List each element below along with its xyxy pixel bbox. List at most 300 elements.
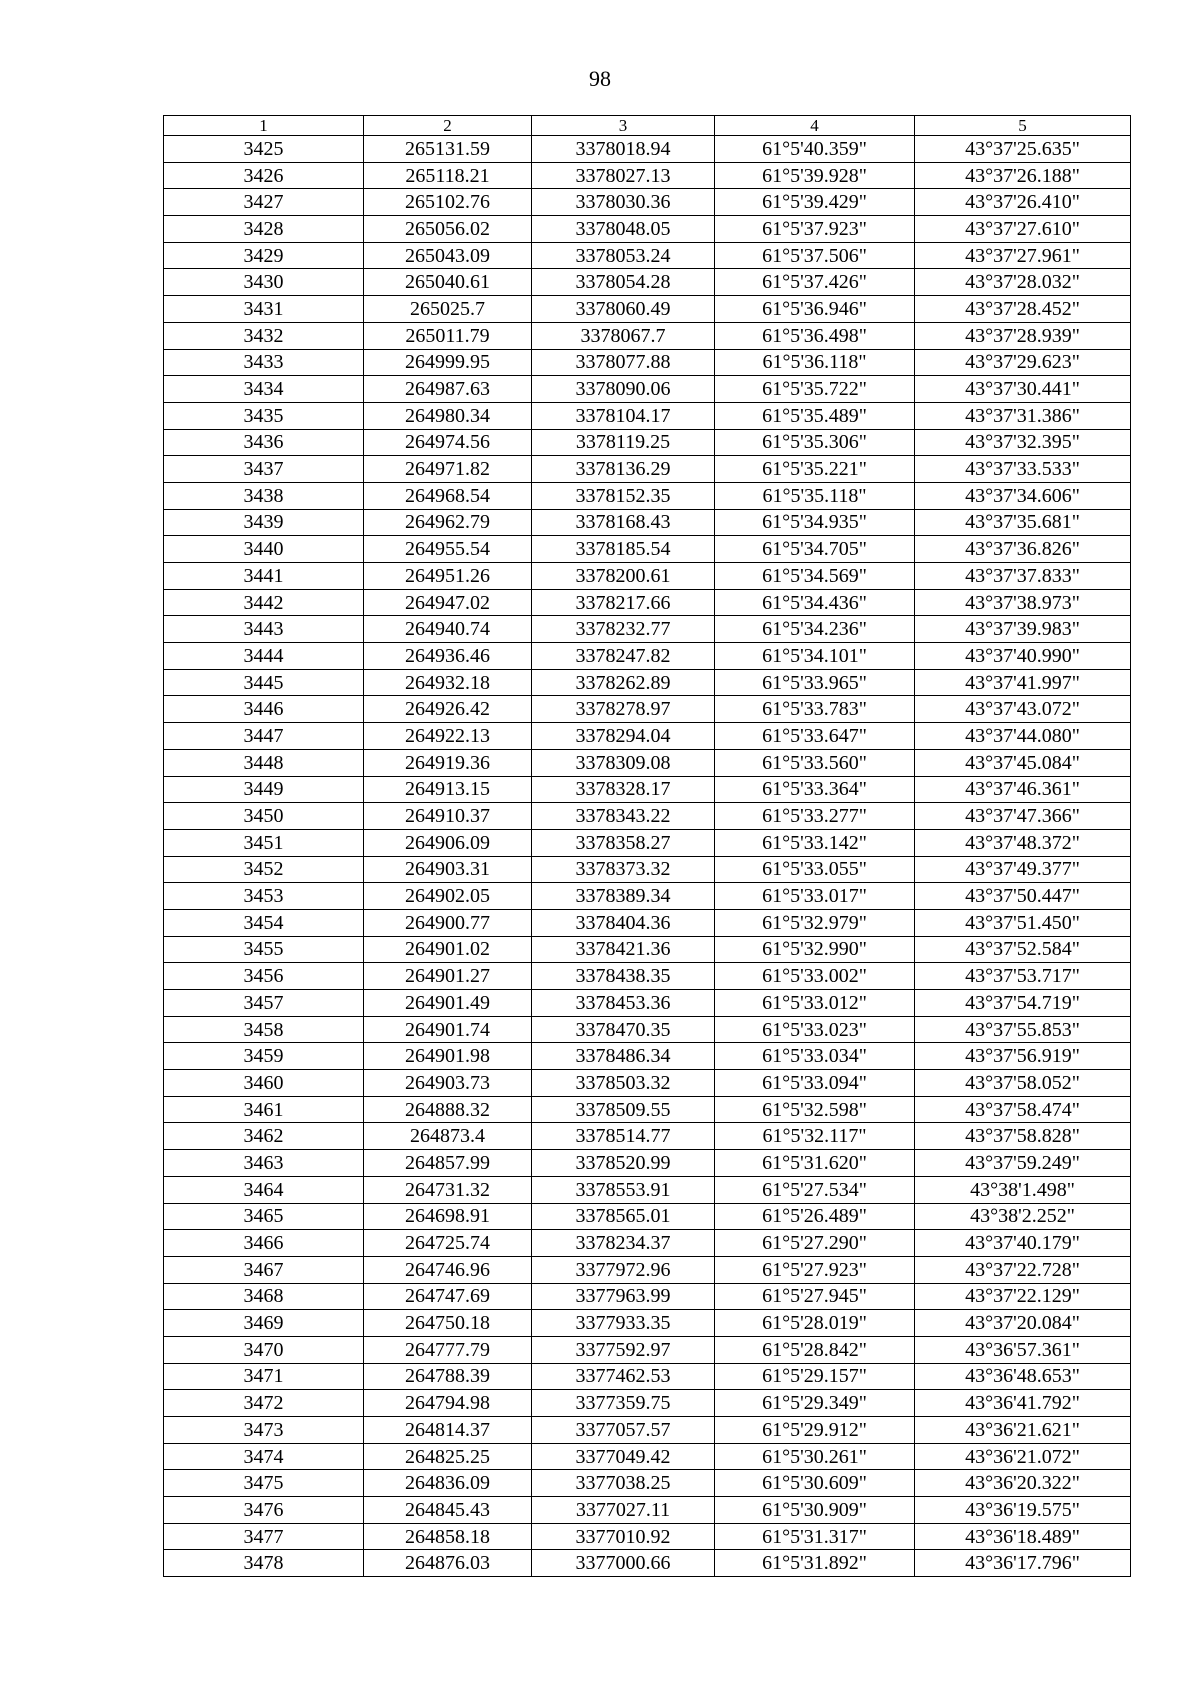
cell-longitude: 43°37'38.973" <box>915 589 1131 616</box>
table-row <box>164 1390 1131 1417</box>
table-row <box>164 749 1131 776</box>
cell-longitude: 43°36'21.621" <box>915 1417 1131 1444</box>
cell-x-coordinate: 264987.63 <box>364 376 532 403</box>
cell-latitude: 61°5'34.569" <box>715 563 915 590</box>
cell-x-coordinate: 264906.09 <box>364 829 532 856</box>
cell-latitude: 61°5'35.722" <box>715 376 915 403</box>
cell-latitude: 61°5'39.928" <box>715 162 915 189</box>
cell-latitude: 61°5'29.349" <box>715 1390 915 1417</box>
cell-point-number: 3439 <box>164 509 364 536</box>
cell-latitude: 61°5'36.118" <box>715 349 915 376</box>
cell-longitude: 43°36'41.792" <box>915 1390 1131 1417</box>
cell-y-coordinate: 3378278.97 <box>532 696 715 723</box>
cell-y-coordinate: 3377057.57 <box>532 1417 715 1444</box>
cell-y-coordinate: 3378054.28 <box>532 269 715 296</box>
cell-longitude: 43°37'46.361" <box>915 776 1131 803</box>
cell-x-coordinate: 264974.56 <box>364 429 532 456</box>
cell-x-coordinate: 264873.4 <box>364 1123 532 1150</box>
cell-x-coordinate: 264836.09 <box>364 1470 532 1497</box>
cell-x-coordinate: 265025.7 <box>364 296 532 323</box>
table-row <box>164 1283 1131 1310</box>
cell-latitude: 61°5'32.598" <box>715 1096 915 1123</box>
table-row <box>164 1523 1131 1550</box>
cell-x-coordinate: 264858.18 <box>364 1523 532 1550</box>
cell-latitude: 61°5'27.534" <box>715 1176 915 1203</box>
cell-y-coordinate: 3378438.35 <box>532 963 715 990</box>
cell-longitude: 43°37'36.826" <box>915 536 1131 563</box>
cell-y-coordinate: 3378343.22 <box>532 803 715 830</box>
cell-latitude: 61°5'34.436" <box>715 589 915 616</box>
cell-longitude: 43°37'44.080" <box>915 723 1131 750</box>
cell-latitude: 61°5'33.783" <box>715 696 915 723</box>
cell-point-number: 3441 <box>164 563 364 590</box>
cell-point-number: 3467 <box>164 1256 364 1283</box>
cell-longitude: 43°37'31.386" <box>915 402 1131 429</box>
cell-x-coordinate: 265040.61 <box>364 269 532 296</box>
cell-x-coordinate: 264962.79 <box>364 509 532 536</box>
cell-longitude: 43°37'58.052" <box>915 1070 1131 1097</box>
cell-y-coordinate: 3378090.06 <box>532 376 715 403</box>
table-body <box>164 136 1131 1577</box>
cell-latitude: 61°5'33.364" <box>715 776 915 803</box>
cell-x-coordinate: 265043.09 <box>364 242 532 269</box>
cell-point-number: 3425 <box>164 136 364 163</box>
cell-x-coordinate: 264876.03 <box>364 1550 532 1577</box>
cell-y-coordinate: 3378168.43 <box>532 509 715 536</box>
table-row <box>164 1123 1131 1150</box>
cell-longitude: 43°37'56.919" <box>915 1043 1131 1070</box>
cell-latitude: 61°5'37.426" <box>715 269 915 296</box>
cell-y-coordinate: 3378262.89 <box>532 669 715 696</box>
cell-x-coordinate: 264951.26 <box>364 563 532 590</box>
cell-x-coordinate: 264788.39 <box>364 1363 532 1390</box>
cell-longitude: 43°37'26.188" <box>915 162 1131 189</box>
header-col-1: 1 <box>164 116 364 136</box>
cell-x-coordinate: 264901.27 <box>364 963 532 990</box>
cell-latitude: 61°5'39.429" <box>715 189 915 216</box>
cell-latitude: 61°5'33.647" <box>715 723 915 750</box>
cell-x-coordinate: 264845.43 <box>364 1497 532 1524</box>
cell-y-coordinate: 3378453.36 <box>532 990 715 1017</box>
cell-longitude: 43°37'50.447" <box>915 883 1131 910</box>
cell-point-number: 3460 <box>164 1070 364 1097</box>
cell-y-coordinate: 3378553.91 <box>532 1176 715 1203</box>
cell-y-coordinate: 3377027.11 <box>532 1497 715 1524</box>
cell-longitude: 43°36'57.361" <box>915 1336 1131 1363</box>
cell-x-coordinate: 265131.59 <box>364 136 532 163</box>
cell-y-coordinate: 3377359.75 <box>532 1390 715 1417</box>
header-col-5: 5 <box>915 116 1131 136</box>
cell-y-coordinate: 3378053.24 <box>532 242 715 269</box>
cell-x-coordinate: 265011.79 <box>364 322 532 349</box>
table-row <box>164 376 1131 403</box>
cell-point-number: 3451 <box>164 829 364 856</box>
cell-latitude: 61°5'30.909" <box>715 1497 915 1524</box>
cell-point-number: 3476 <box>164 1497 364 1524</box>
cell-x-coordinate: 264901.74 <box>364 1016 532 1043</box>
cell-point-number: 3477 <box>164 1523 364 1550</box>
cell-latitude: 61°5'36.498" <box>715 322 915 349</box>
cell-point-number: 3462 <box>164 1123 364 1150</box>
cell-x-coordinate: 264698.91 <box>364 1203 532 1230</box>
cell-point-number: 3445 <box>164 669 364 696</box>
cell-x-coordinate: 264910.37 <box>364 803 532 830</box>
cell-point-number: 3459 <box>164 1043 364 1070</box>
cell-point-number: 3438 <box>164 482 364 509</box>
table-row <box>164 189 1131 216</box>
cell-x-coordinate: 264725.74 <box>364 1230 532 1257</box>
cell-y-coordinate: 3378217.66 <box>532 589 715 616</box>
cell-y-coordinate: 3378060.49 <box>532 296 715 323</box>
cell-y-coordinate: 3378234.37 <box>532 1230 715 1257</box>
table-row <box>164 1497 1131 1524</box>
cell-latitude: 61°5'35.221" <box>715 456 915 483</box>
cell-x-coordinate: 265102.76 <box>364 189 532 216</box>
cell-x-coordinate: 264955.54 <box>364 536 532 563</box>
table-row <box>164 162 1131 189</box>
cell-longitude: 43°37'40.990" <box>915 643 1131 670</box>
cell-latitude: 61°5'28.019" <box>715 1310 915 1337</box>
table-row <box>164 1336 1131 1363</box>
cell-latitude: 61°5'32.979" <box>715 909 915 936</box>
cell-latitude: 61°5'37.923" <box>715 216 915 243</box>
cell-y-coordinate: 3378232.77 <box>532 616 715 643</box>
table-row <box>164 456 1131 483</box>
cell-point-number: 3461 <box>164 1096 364 1123</box>
cell-y-coordinate: 3377010.92 <box>532 1523 715 1550</box>
cell-x-coordinate: 264901.49 <box>364 990 532 1017</box>
cell-x-coordinate: 264913.15 <box>364 776 532 803</box>
cell-longitude: 43°37'27.961" <box>915 242 1131 269</box>
cell-point-number: 3455 <box>164 936 364 963</box>
header-row <box>164 116 1131 136</box>
cell-y-coordinate: 3378404.36 <box>532 909 715 936</box>
cell-y-coordinate: 3378119.25 <box>532 429 715 456</box>
cell-y-coordinate: 3378514.77 <box>532 1123 715 1150</box>
cell-x-coordinate: 264794.98 <box>364 1390 532 1417</box>
cell-latitude: 61°5'34.101" <box>715 643 915 670</box>
cell-y-coordinate: 3377000.66 <box>532 1550 715 1577</box>
cell-latitude: 61°5'31.892" <box>715 1550 915 1577</box>
cell-x-coordinate: 265118.21 <box>364 162 532 189</box>
cell-y-coordinate: 3378421.36 <box>532 936 715 963</box>
cell-point-number: 3446 <box>164 696 364 723</box>
cell-y-coordinate: 3378030.36 <box>532 189 715 216</box>
cell-x-coordinate: 264903.31 <box>364 856 532 883</box>
cell-y-coordinate: 3378373.32 <box>532 856 715 883</box>
cell-x-coordinate: 264750.18 <box>364 1310 532 1337</box>
cell-longitude: 43°37'28.452" <box>915 296 1131 323</box>
cell-latitude: 61°5'33.277" <box>715 803 915 830</box>
table-row <box>164 1043 1131 1070</box>
cell-latitude: 61°5'33.017" <box>715 883 915 910</box>
cell-x-coordinate: 264922.13 <box>364 723 532 750</box>
table-row <box>164 829 1131 856</box>
table-row <box>164 723 1131 750</box>
cell-point-number: 3442 <box>164 589 364 616</box>
cell-x-coordinate: 264814.37 <box>364 1417 532 1444</box>
table-row <box>164 1016 1131 1043</box>
cell-y-coordinate: 3378565.01 <box>532 1203 715 1230</box>
table-row <box>164 1176 1131 1203</box>
cell-longitude: 43°37'40.179" <box>915 1230 1131 1257</box>
cell-latitude: 61°5'33.012" <box>715 990 915 1017</box>
cell-y-coordinate: 3378067.7 <box>532 322 715 349</box>
cell-longitude: 43°37'43.072" <box>915 696 1131 723</box>
cell-latitude: 61°5'33.094" <box>715 1070 915 1097</box>
cell-point-number: 3474 <box>164 1443 364 1470</box>
cell-latitude: 61°5'37.506" <box>715 242 915 269</box>
cell-longitude: 43°37'29.623" <box>915 349 1131 376</box>
cell-y-coordinate: 3378486.34 <box>532 1043 715 1070</box>
cell-x-coordinate: 264888.32 <box>364 1096 532 1123</box>
table-row <box>164 1550 1131 1577</box>
table-row <box>164 563 1131 590</box>
cell-x-coordinate: 264940.74 <box>364 616 532 643</box>
cell-latitude: 61°5'34.236" <box>715 616 915 643</box>
cell-point-number: 3431 <box>164 296 364 323</box>
cell-y-coordinate: 3377462.53 <box>532 1363 715 1390</box>
cell-point-number: 3469 <box>164 1310 364 1337</box>
cell-longitude: 43°37'30.441" <box>915 376 1131 403</box>
cell-y-coordinate: 3378152.35 <box>532 482 715 509</box>
cell-x-coordinate: 264932.18 <box>364 669 532 696</box>
table-row <box>164 1096 1131 1123</box>
cell-x-coordinate: 264857.99 <box>364 1150 532 1177</box>
cell-latitude: 61°5'30.609" <box>715 1470 915 1497</box>
cell-x-coordinate: 264971.82 <box>364 456 532 483</box>
cell-y-coordinate: 3378077.88 <box>532 349 715 376</box>
cell-point-number: 3436 <box>164 429 364 456</box>
cell-longitude: 43°37'34.606" <box>915 482 1131 509</box>
cell-y-coordinate: 3378503.32 <box>532 1070 715 1097</box>
table-row <box>164 1310 1131 1337</box>
cell-point-number: 3443 <box>164 616 364 643</box>
cell-y-coordinate: 3377049.42 <box>532 1443 715 1470</box>
cell-point-number: 3464 <box>164 1176 364 1203</box>
cell-y-coordinate: 3378104.17 <box>532 402 715 429</box>
cell-latitude: 61°5'33.023" <box>715 1016 915 1043</box>
cell-latitude: 61°5'36.946" <box>715 296 915 323</box>
table-row <box>164 136 1131 163</box>
cell-x-coordinate: 264747.69 <box>364 1283 532 1310</box>
cell-point-number: 3449 <box>164 776 364 803</box>
table-row <box>164 990 1131 1017</box>
cell-longitude: 43°37'47.366" <box>915 803 1131 830</box>
cell-point-number: 3466 <box>164 1230 364 1257</box>
cell-latitude: 61°5'32.990" <box>715 936 915 963</box>
cell-point-number: 3440 <box>164 536 364 563</box>
table-row <box>164 856 1131 883</box>
table-header <box>164 116 1131 136</box>
table-row <box>164 536 1131 563</box>
cell-longitude: 43°37'33.533" <box>915 456 1131 483</box>
cell-x-coordinate: 264919.36 <box>364 749 532 776</box>
cell-longitude: 43°36'21.072" <box>915 1443 1131 1470</box>
cell-x-coordinate: 264903.73 <box>364 1070 532 1097</box>
cell-longitude: 43°36'48.653" <box>915 1363 1131 1390</box>
cell-y-coordinate: 3378509.55 <box>532 1096 715 1123</box>
table-row <box>164 696 1131 723</box>
cell-latitude: 61°5'32.117" <box>715 1123 915 1150</box>
cell-latitude: 61°5'30.261" <box>715 1443 915 1470</box>
cell-point-number: 3433 <box>164 349 364 376</box>
cell-y-coordinate: 3378389.34 <box>532 883 715 910</box>
cell-point-number: 3430 <box>164 269 364 296</box>
cell-y-coordinate: 3378520.99 <box>532 1150 715 1177</box>
cell-y-coordinate: 3378200.61 <box>532 563 715 590</box>
cell-latitude: 61°5'34.705" <box>715 536 915 563</box>
cell-longitude: 43°37'55.853" <box>915 1016 1131 1043</box>
table-row <box>164 589 1131 616</box>
table-row <box>164 643 1131 670</box>
page-number: 98 <box>589 66 611 91</box>
cell-longitude: 43°37'48.372" <box>915 829 1131 856</box>
cell-y-coordinate: 3378185.54 <box>532 536 715 563</box>
cell-y-coordinate: 3378018.94 <box>532 136 715 163</box>
cell-point-number: 3429 <box>164 242 364 269</box>
cell-longitude: 43°37'37.833" <box>915 563 1131 590</box>
cell-latitude: 61°5'33.142" <box>715 829 915 856</box>
cell-latitude: 61°5'33.560" <box>715 749 915 776</box>
table-row <box>164 803 1131 830</box>
coordinates-table <box>163 115 1131 1577</box>
cell-latitude: 61°5'31.620" <box>715 1150 915 1177</box>
cell-latitude: 61°5'31.317" <box>715 1523 915 1550</box>
cell-latitude: 61°5'29.912" <box>715 1417 915 1444</box>
cell-longitude: 43°37'25.635" <box>915 136 1131 163</box>
cell-point-number: 3435 <box>164 402 364 429</box>
cell-x-coordinate: 264947.02 <box>364 589 532 616</box>
cell-y-coordinate: 3378294.04 <box>532 723 715 750</box>
cell-longitude: 43°37'58.474" <box>915 1096 1131 1123</box>
cell-longitude: 43°37'32.395" <box>915 429 1131 456</box>
cell-y-coordinate: 3378470.35 <box>532 1016 715 1043</box>
cell-y-coordinate: 3378048.05 <box>532 216 715 243</box>
cell-longitude: 43°38'1.498" <box>915 1176 1131 1203</box>
cell-x-coordinate: 264902.05 <box>364 883 532 910</box>
cell-longitude: 43°37'52.584" <box>915 936 1131 963</box>
cell-longitude: 43°37'41.997" <box>915 669 1131 696</box>
cell-point-number: 3426 <box>164 162 364 189</box>
cell-latitude: 61°5'27.290" <box>715 1230 915 1257</box>
cell-x-coordinate: 264777.79 <box>364 1336 532 1363</box>
table-row <box>164 216 1131 243</box>
cell-x-coordinate: 264968.54 <box>364 482 532 509</box>
cell-point-number: 3444 <box>164 643 364 670</box>
cell-x-coordinate: 264901.98 <box>364 1043 532 1070</box>
cell-y-coordinate: 3378247.82 <box>532 643 715 670</box>
cell-x-coordinate: 264731.32 <box>364 1176 532 1203</box>
cell-latitude: 61°5'26.489" <box>715 1203 915 1230</box>
cell-y-coordinate: 3378136.29 <box>532 456 715 483</box>
cell-point-number: 3428 <box>164 216 364 243</box>
cell-longitude: 43°37'58.828" <box>915 1123 1131 1150</box>
cell-latitude: 61°5'35.489" <box>715 402 915 429</box>
table-row <box>164 1230 1131 1257</box>
header-col-4: 4 <box>715 116 915 136</box>
table-row <box>164 1443 1131 1470</box>
cell-latitude: 61°5'40.359" <box>715 136 915 163</box>
cell-longitude: 43°37'45.084" <box>915 749 1131 776</box>
cell-point-number: 3453 <box>164 883 364 910</box>
cell-point-number: 3437 <box>164 456 364 483</box>
cell-x-coordinate: 264936.46 <box>364 643 532 670</box>
cell-longitude: 43°37'28.032" <box>915 269 1131 296</box>
cell-latitude: 61°5'27.945" <box>715 1283 915 1310</box>
table-row <box>164 1417 1131 1444</box>
cell-x-coordinate: 264980.34 <box>364 402 532 429</box>
table-row <box>164 349 1131 376</box>
cell-point-number: 3473 <box>164 1417 364 1444</box>
cell-longitude: 43°37'20.084" <box>915 1310 1131 1337</box>
cell-longitude: 43°37'49.377" <box>915 856 1131 883</box>
cell-y-coordinate: 3378027.13 <box>532 162 715 189</box>
cell-latitude: 61°5'33.055" <box>715 856 915 883</box>
cell-longitude: 43°37'54.719" <box>915 990 1131 1017</box>
cell-longitude: 43°36'19.575" <box>915 1497 1131 1524</box>
table-row <box>164 296 1131 323</box>
cell-longitude: 43°36'18.489" <box>915 1523 1131 1550</box>
header-col-2: 2 <box>364 116 532 136</box>
table-row <box>164 936 1131 963</box>
cell-point-number: 3432 <box>164 322 364 349</box>
cell-point-number: 3458 <box>164 1016 364 1043</box>
table-row <box>164 242 1131 269</box>
cell-point-number: 3448 <box>164 749 364 776</box>
cell-x-coordinate: 265056.02 <box>364 216 532 243</box>
cell-y-coordinate: 3377972.96 <box>532 1256 715 1283</box>
cell-y-coordinate: 3377933.35 <box>532 1310 715 1337</box>
table-row <box>164 776 1131 803</box>
table-row <box>164 269 1131 296</box>
cell-latitude: 61°5'35.118" <box>715 482 915 509</box>
table-row <box>164 322 1131 349</box>
table-row <box>164 883 1131 910</box>
cell-longitude: 43°37'59.249" <box>915 1150 1131 1177</box>
cell-longitude: 43°37'51.450" <box>915 909 1131 936</box>
table-row <box>164 1256 1131 1283</box>
cell-x-coordinate: 264926.42 <box>364 696 532 723</box>
table-row <box>164 482 1131 509</box>
cell-x-coordinate: 264900.77 <box>364 909 532 936</box>
table-row <box>164 669 1131 696</box>
header-col-3: 3 <box>532 116 715 136</box>
cell-latitude: 61°5'33.965" <box>715 669 915 696</box>
cell-longitude: 43°37'26.410" <box>915 189 1131 216</box>
table-row <box>164 909 1131 936</box>
cell-latitude: 61°5'35.306" <box>715 429 915 456</box>
cell-y-coordinate: 3378328.17 <box>532 776 715 803</box>
cell-x-coordinate: 264825.25 <box>364 1443 532 1470</box>
cell-latitude: 61°5'33.002" <box>715 963 915 990</box>
cell-longitude: 43°37'22.728" <box>915 1256 1131 1283</box>
cell-latitude: 61°5'34.935" <box>715 509 915 536</box>
table-row <box>164 963 1131 990</box>
cell-longitude: 43°37'53.717" <box>915 963 1131 990</box>
cell-longitude: 43°36'20.322" <box>915 1470 1131 1497</box>
cell-latitude: 61°5'33.034" <box>715 1043 915 1070</box>
cell-point-number: 3463 <box>164 1150 364 1177</box>
cell-x-coordinate: 264999.95 <box>364 349 532 376</box>
cell-point-number: 3447 <box>164 723 364 750</box>
cell-point-number: 3454 <box>164 909 364 936</box>
table-row <box>164 1470 1131 1497</box>
cell-point-number: 3456 <box>164 963 364 990</box>
cell-longitude: 43°37'28.939" <box>915 322 1131 349</box>
cell-longitude: 43°37'35.681" <box>915 509 1131 536</box>
cell-point-number: 3471 <box>164 1363 364 1390</box>
